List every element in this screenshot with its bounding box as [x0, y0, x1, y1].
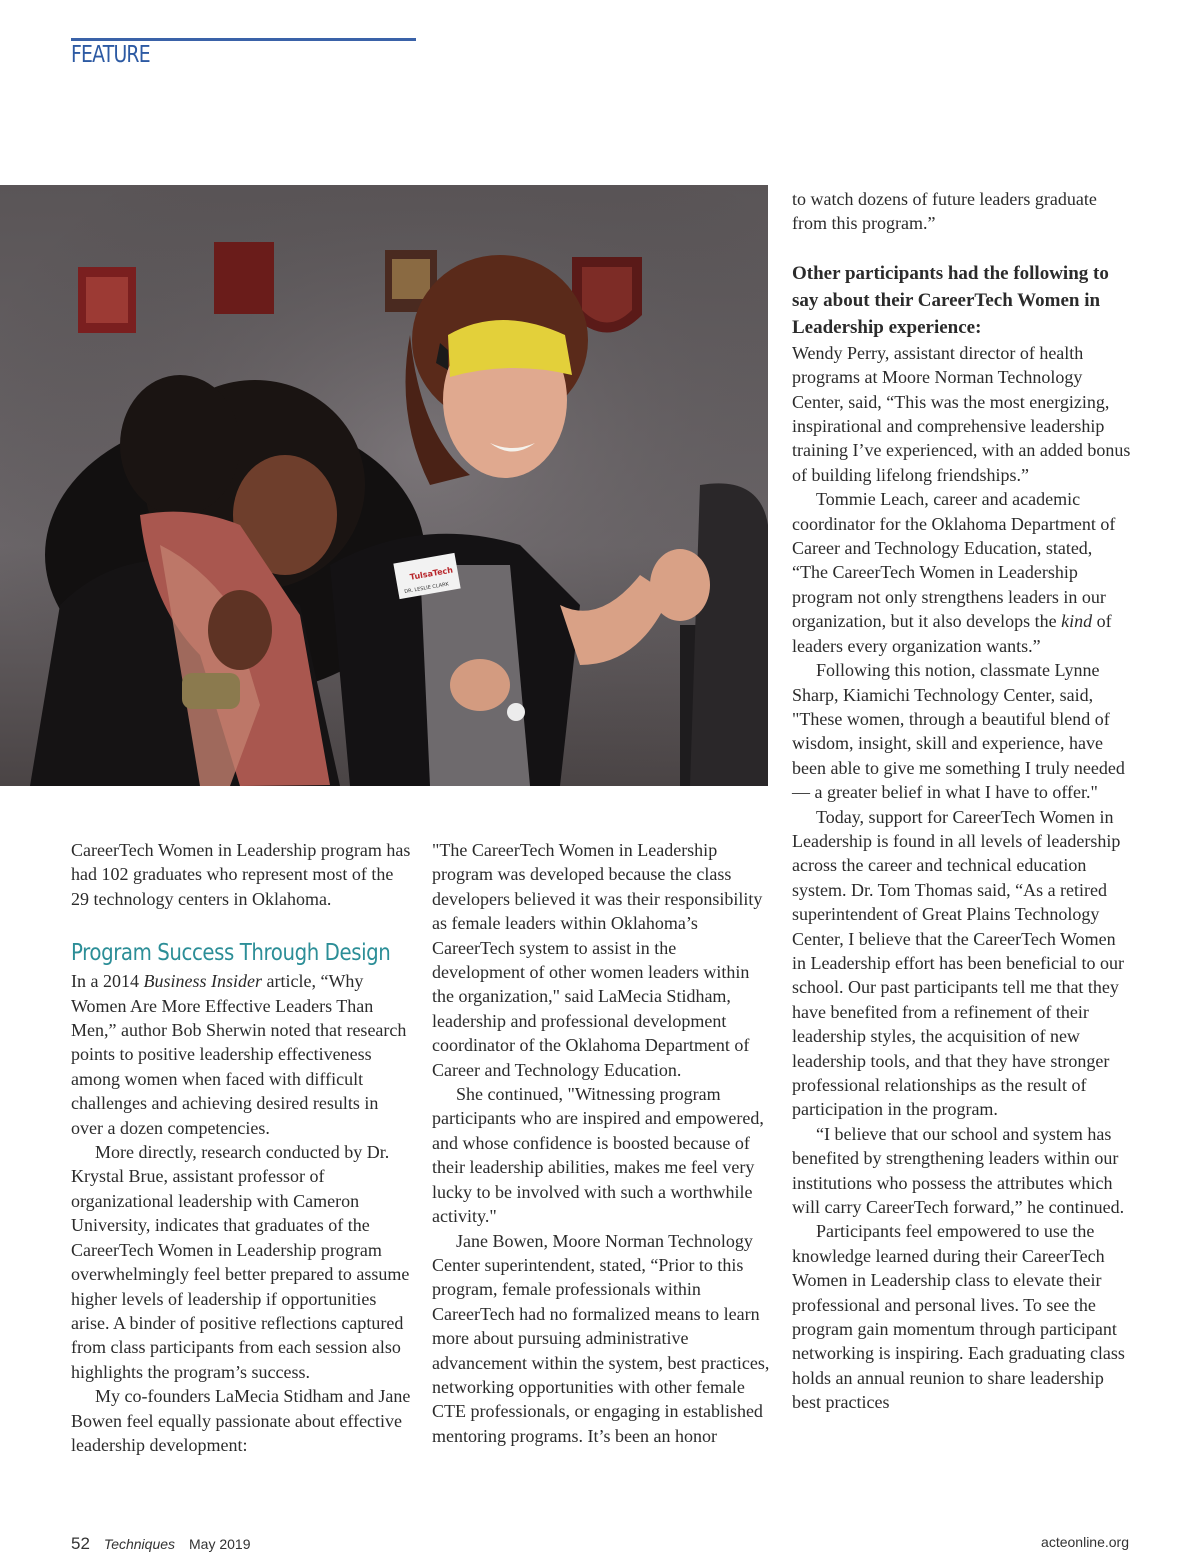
bold-lead-in: Other participants had the following to say about their CareerTech Women in Leadership experience:: [792, 262, 1109, 338]
feature-photo: [0, 185, 768, 786]
paragraph: to watch dozens of future leaders graduate from this program.”: [792, 189, 1097, 234]
article-column-2: [432, 838, 772, 1448]
article-column-1: [71, 838, 411, 1457]
text-run: In a 2014: [71, 971, 144, 992]
article-column-3: [792, 187, 1132, 1415]
section-label: FEATURE: [71, 42, 150, 68]
paragraph: Jane Bowen, Moore Norman Technology Center superintendent, stated, “Prior to this program, female professionals within CareerTech had no formalized means to learn more about pursuing administrative advancement within the system, best practices, networking opportunities with other female CTE professionals, or engaging in established mentoring programs. It’s been an honor: [432, 1230, 770, 1446]
text-run: Tommie Leach, career and academic coordinator for the Oklahoma Department of Career and Technology Education, stated, “The CareerTech Women in Leadership program not only strengthens leaders in our organization, but it also develops the: [792, 489, 1116, 632]
magazine-name: Techniques: [103, 1536, 176, 1552]
paragraph: More directly, research conducted by Dr. Krystal Brue, assistant professor of organizational leadership with Cameron University, indicates that graduates of the CareerTech Women in Leadership program overwhelmingly feel better prepared to assume higher levels of leadership if opportunities arise. A binder of positive reflections captured from class participants from each session also highlights the program’s success.: [71, 1142, 410, 1382]
footer-website[interactable]: acteonline.org: [1041, 1534, 1129, 1550]
page-number: 52: [71, 1534, 90, 1553]
emphasis: kind: [1061, 611, 1093, 632]
paragraph: She continued, "Witnessing program participants who are inspired and empowered, and whose confidence is boosted because of their leadership abilities, makes me feel very lucky to be involved with such a worthwhile activity.": [432, 1084, 764, 1227]
paragraph: [71, 969, 411, 1140]
paragraph: Wendy Perry, assistant director of health programs at Moore Norman Technology Center, said, “This was the most energizing, inspirational and comprehensive leadership training I’ve experienced, with an added bonus of building lifelong friendships.”: [792, 342, 1131, 485]
header-rule: [71, 38, 416, 41]
text-run: of leaders every organization wants.”: [792, 611, 1112, 656]
issue-date: May 2019: [189, 1536, 251, 1552]
text-run: article, “Why Women Are More Effective Leaders Than Men,” author Bob Sherwin noted that research points to positive leadership effectiveness among women when faced with difficult challenges and achieving desired results in over a dozen competencies.: [71, 971, 407, 1138]
paragraph: "The CareerTech Women in Leadership program was developed because the class developers believed it was their responsibility as female leaders within Oklahoma’s CareerTech system to assist in the development of other women leaders within the organization," said LaMecia Stidham, leadership and professional development coordinator of the Oklahoma Department of Career and Technology Education.: [432, 840, 763, 1080]
footer-left: [71, 1534, 251, 1554]
subheading-program-success: Program Success Through Design: [71, 940, 391, 967]
paragraph: Today, support for CareerTech Women in Leadership is found in all levels of leadership across the career and technical education system. Dr. Tom Thomas said, “As a retired superintendent of Great Plains Technology Center, I believe that the CareerTech Women in Leadership effort has been beneficial to our school. Our past participants tell me that they have benefited from a refinement of their leadership styles, the acquisition of new leadership tools, and that they have stronger professional relationships as the result of participation in the program.: [792, 806, 1125, 1120]
paragraph: “I believe that our school and system has benefited by strengthening leaders within our institutions who possess the attributes which will carry CareerTech forward,” he continued.: [792, 1123, 1125, 1218]
paragraph: Participants feel empowered to use the knowledge learned during their CareerTech Women in Leadership class to elevate their professional and personal lives. To see the program gain momentum through participant networking is inspiring. Each graduating class holds an annual reunion to share leadership best practices: [792, 1221, 1125, 1413]
paragraph: Following this notion, classmate Lynne Sharp, Kiamichi Technology Center, said, "These women, through a beautiful blend of wisdom, insight, skill and experience, have been able to give me something I truly needed — a greater belief in what I have to offer.": [792, 660, 1125, 803]
name-tag-logo: TulsaTech: [409, 565, 454, 582]
publication-title: Business Insider: [143, 971, 262, 992]
paragraph: [792, 487, 1132, 658]
paragraph: My co-founders LaMecia Stidham and Jane Bowen feel equally passionate about effective leadership development:: [71, 1386, 411, 1455]
paragraph: CareerTech Women in Leadership program has had 102 graduates who represent most of the 29 technology centers in Oklahoma.: [71, 840, 411, 909]
name-tag-name: DR. LESLIE CLARK: [403, 581, 450, 596]
